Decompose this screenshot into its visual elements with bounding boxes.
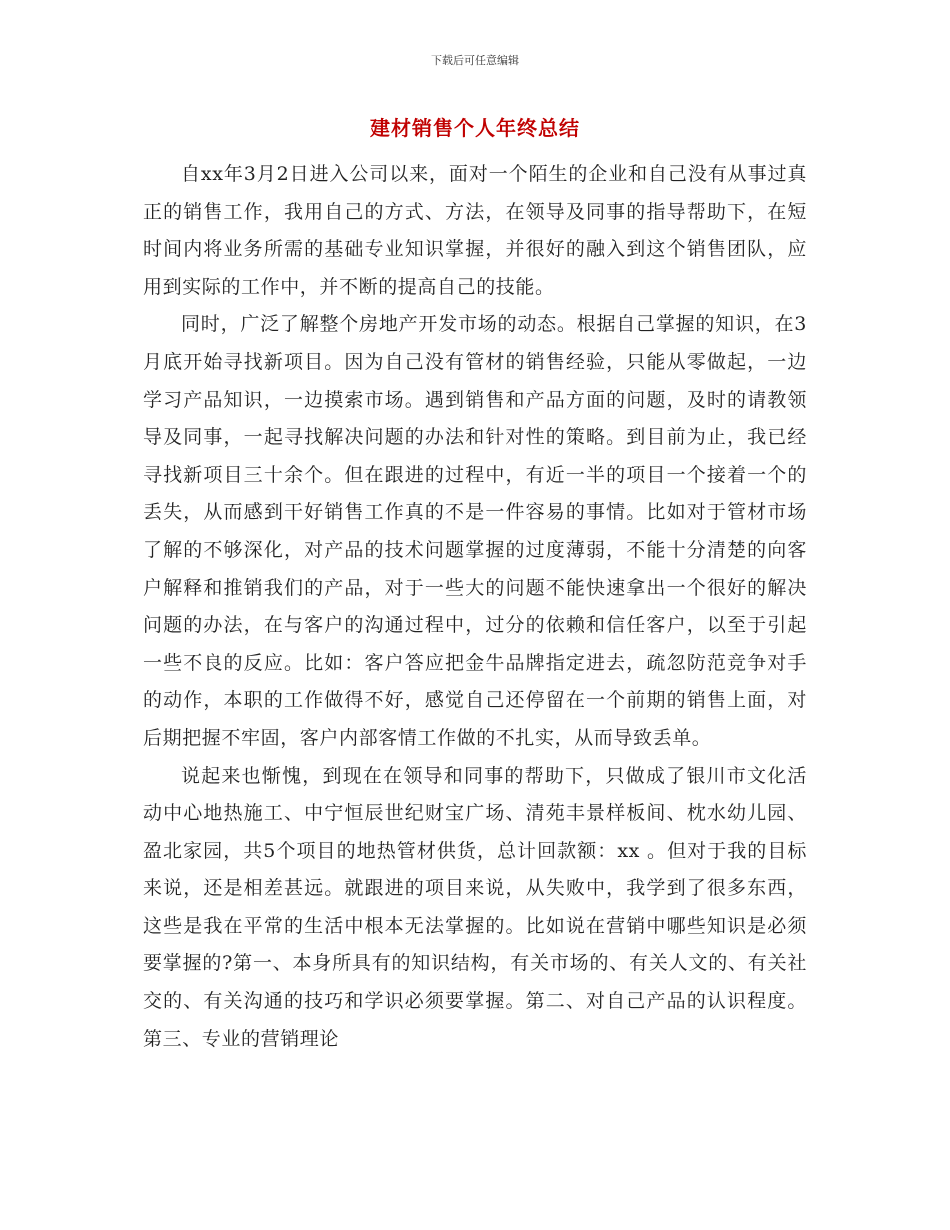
document-body — [143, 156, 807, 1058]
header-note: 下载后可任意编辑 — [431, 54, 519, 67]
paragraph: 自xx年3月2日进入公司以来，面对一个陌生的企业和自己没有从事过真正的销售工作，我用自己的方式、方法，在领导及同事的指导帮助下，在短时间内将业务所需的基础专业知识掌握，并很好的融入到这个销售团队，应用到实际的工作中，并不断的提高自己的技能。 — [143, 163, 807, 298]
paragraph: 说起来也惭愧，到现在在领导和同事的帮助下，只做成了银川市文化活动中心地热施工、中宁恒辰世纪财宝广场、清苑丰景样板间、枕水幼儿园、盈北家园，共5个项目的地热管材供货，总计回款额：xx 。但对于我的目标来说，还是相差甚远。就跟进的项目来说，从失败中，我学到了很多东西，这些是我在平常的生活中根本无法掌握的。比如说在营销中哪些知识是必须要掌握的?第一、本身所具有的知识结构，有关市场的、有关人文的、有关社交的、有关沟通的技巧和学识必须要掌握。第二、对自己产品的认识程度。第三、专业的营销理论 — [143, 764, 807, 1050]
document-title: 建材销售个人年终总结 — [370, 116, 580, 140]
paragraph: 同时，广泛了解整个房地产开发市场的动态。根据自己掌握的知识，在3月底开始寻找新项目。因为自己没有管材的销售经验，只能从零做起，一边学习产品知识，一边摸索市场。遇到销售和产品方面的问题，及时的请教领导及同事，一起寻找解决问题的办法和针对性的策略。到目前为止，我已经寻找新项目三十余个。但在跟进的过程中，有近一半的项目一个接着一个的丢失，从而感到干好销售工作真的不是一件容易的事情。比如对于管材市场了解的不够深化，对产品的技术问题掌握的过度薄弱，不能十分清楚的向客户解释和推销我们的产品，对于一些大的问题不能快速拿出一个很好的解决问题的办法，在与客户的沟通过程中，过分的依赖和信任客户，以至于引起一些不良的反应。比如：客户答应把金牛品牌指定进去，疏忽防范竞争对手的动作，本职的工作做得不好，感觉自己还停留在一个前期的销售上面，对后期把握不牢固，客户内部客情工作做的不扎实，从而导致丢单。 — [143, 313, 807, 749]
